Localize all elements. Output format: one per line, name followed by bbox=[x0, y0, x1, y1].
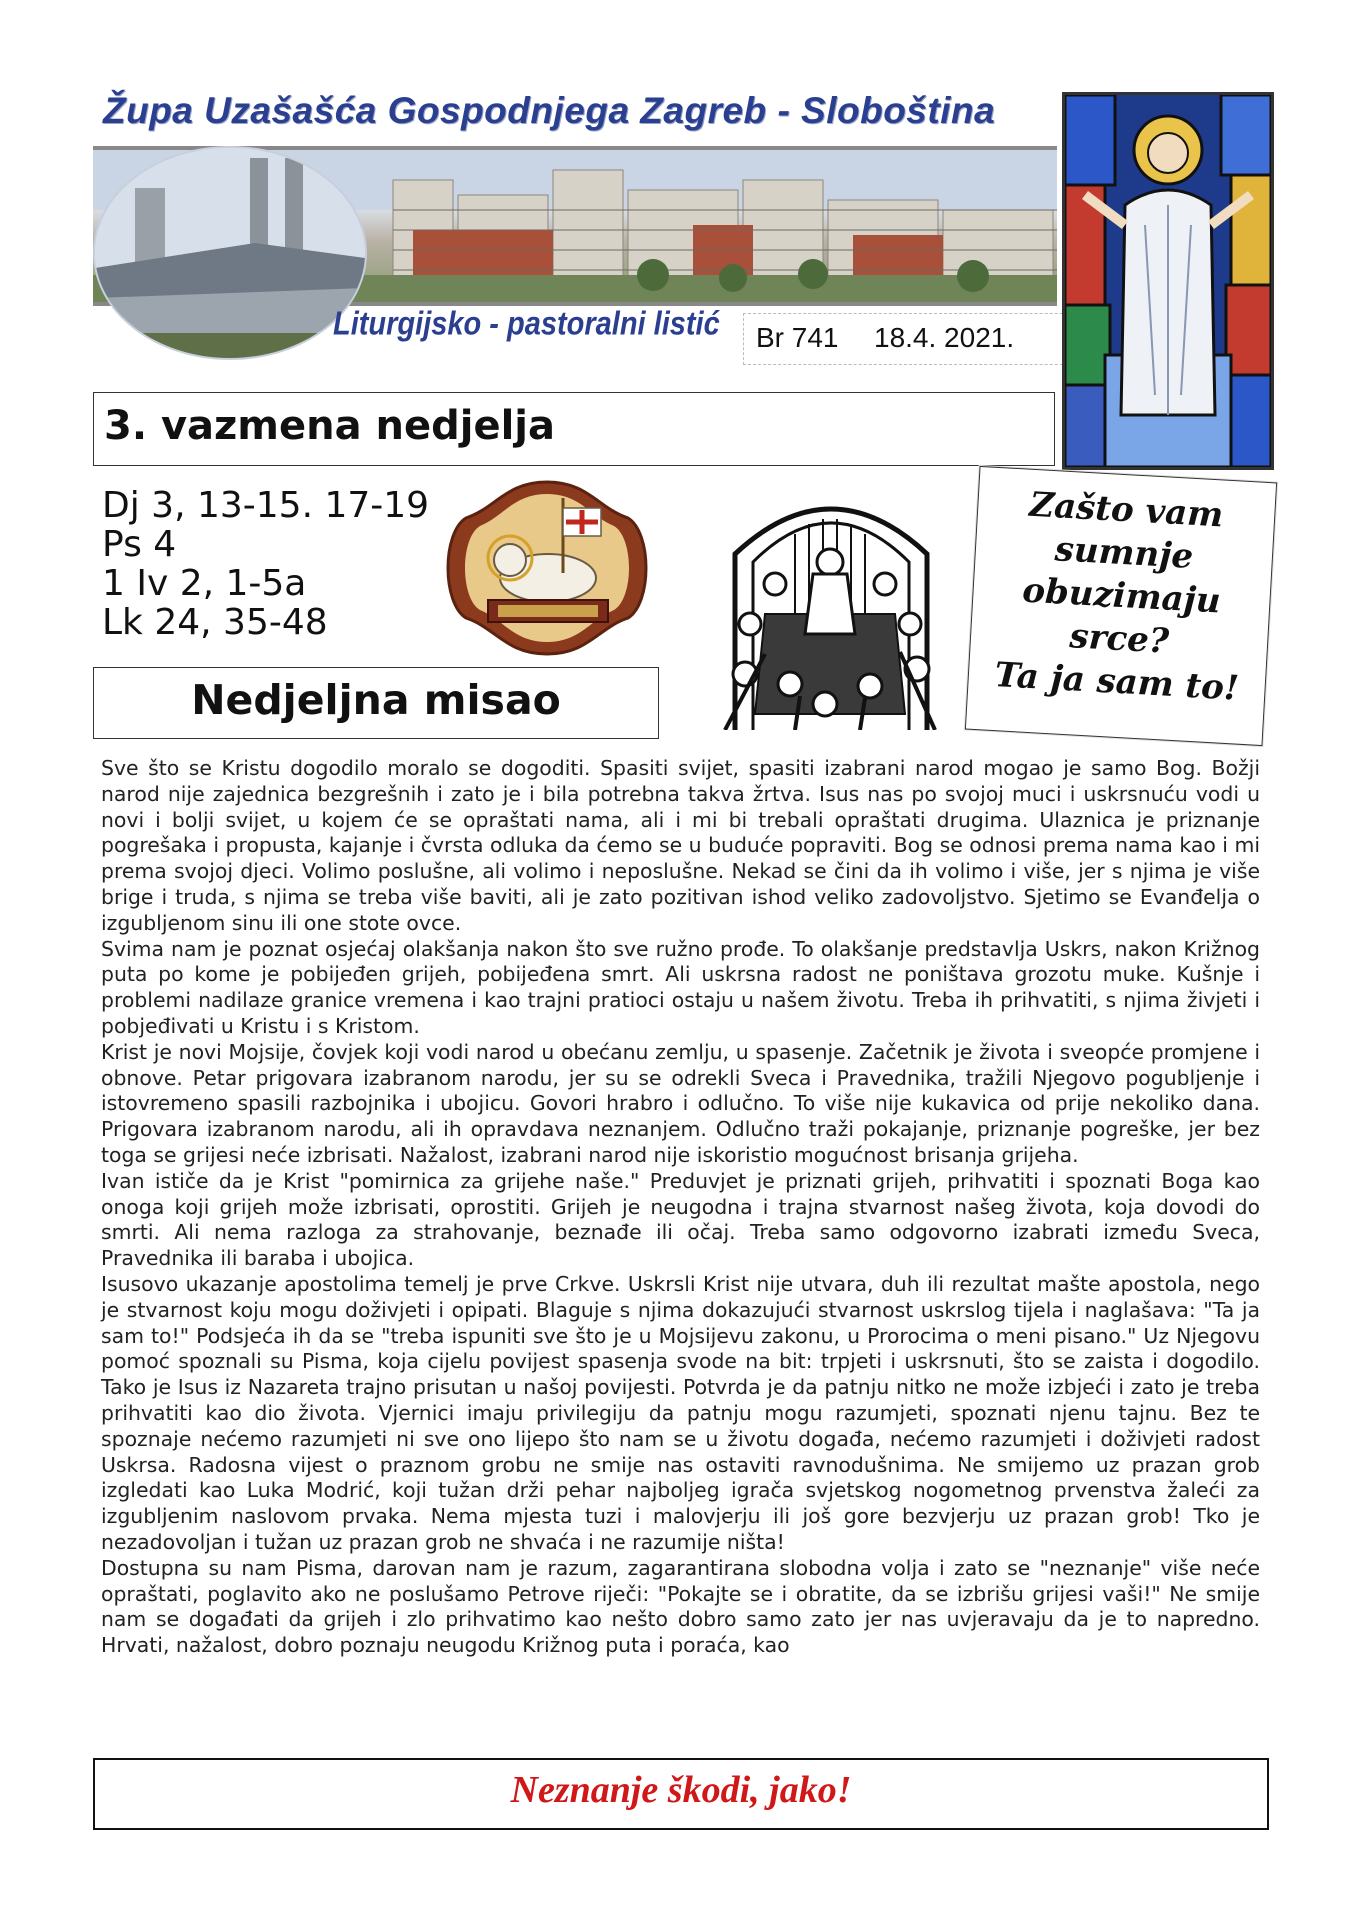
reading-item: Dj 3, 13-15. 17-19 bbox=[102, 485, 430, 526]
scripture-readings bbox=[102, 486, 429, 642]
quote-line: srce? bbox=[1068, 616, 1170, 662]
footer-motto-box bbox=[93, 1758, 1269, 1830]
lamb-of-god-icon bbox=[438, 478, 656, 658]
header-banner bbox=[93, 88, 1057, 356]
paragraph: Krist je novi Mojsije, čovjek koji vodi narod u obećanu zemlju, u spasenje. Začetnik je života i sveopće promjene i obnove. Petar prigovara izabranom narodu, jer su se odrekli Sveca i Pravednika, tražili Njegovo pogubljenje i istovremeno spasili razbojnika i ubojicu. Govori hrabro i odlučno. To više nije kukavica od prije nekoliko dana. Prigovara izabranom narodu, ali ih opravdava neznanjem. Odlučno traži pokajanje, priznanje pogreške, jer bez toga se grijesi neće izbrisati. Nažalost, izabrani narod nije iskoristio mogućnost brisanja grijeha. bbox=[101, 1039, 1260, 1167]
disciples-illustration bbox=[705, 474, 958, 730]
reflection-text bbox=[101, 756, 1260, 1659]
paragraph: Ivan ističe da je Krist "pomirnica za grijehe naše." Preduvjet je priznati grijeh, prihvatiti i spoznati Boga kao onoga koji grijeh može izbrisati, oprostiti. Grijeh je neugodna i trajna stvarnost našeg života, koja dovodi do smrti. Ali nema razloga za strahovanje, beznađe ili očaj. Treba samo odgovorno izabrati između Sveca, Pravednika ili baraba i ubojica. bbox=[101, 1168, 1260, 1271]
footer-motto: Neznanje škodi, jako! bbox=[510, 1769, 852, 1811]
reading-item: 1 Iv 2, 1-5a bbox=[102, 563, 307, 604]
quote-line: sumnje bbox=[1053, 529, 1195, 577]
issue-number: Br 741 bbox=[756, 322, 839, 353]
quote-card bbox=[965, 466, 1277, 746]
bulletin-subtitle: Liturgijsko - pastoralni listić bbox=[333, 305, 720, 343]
sunday-title: 3. vazmena nedjelja bbox=[104, 403, 555, 449]
church-photo bbox=[93, 146, 367, 360]
stained-glass-image bbox=[1062, 92, 1274, 470]
parish-title: Župa Uzašašća Gospodnjega Zagreb - Sloboština bbox=[103, 90, 996, 131]
reading-item: Ps 4 bbox=[102, 524, 177, 565]
paragraph: Isusovo ukazanje apostolima temelj je prve Crkve. Uskrsli Krist nije utvara, duh ili rezultat mašte apostola, nego je stvarnost koju mogu doživjeti i opipati. Blaguje s njima dokazujući stvarnost uskrslog tijela i naglašava: "Ta ja sam to!" Podsjeća ih da se "treba ispuniti sve što je u Mojsijevu zakonu, u Prorocima o meni pisano." Uz Njegovu pomoć spoznali su Pisma, koja cijelu povijest spasenja svode na bit: trpjeti i uskrsnuti, što se zaista i dogodilo. Tako je Isus iz Nazareta trajno prisutan u našoj povijesti. Potvrda je da patnju nitko ne može izbjeći i zato je treba prihvatiti kao dio života. Vjernici imaju privilegiju da patnju mogu razumjeti, spoznati njenu tajnu. Bez te spoznaje nećemo razumjeti ni sve ono lijepo što nam se u životu događa, nećemo razumjeti i doživjeti radost Uskrsa. Radosna vijest o praznom grobu ne smije nas ostaviti ravnodušnima. Ne smijemo uz prazan grob izgledati kao Luka Modrić, koji tužan drži pehar najboljeg igrača svjetskog nogometnog prvenstva žaleći za izgubljenim naslovom prvaka. Nema mjesta tuzi i malovjerju ili još gore bezvjerju uz prazan grob! Tko je nezadovoljan i tužan uz prazan grob ne shvaća i ne razumije ništa! bbox=[101, 1271, 1260, 1554]
reading-item: Lk 24, 35-48 bbox=[102, 602, 328, 643]
quote-line: Zašto vam bbox=[1028, 484, 1225, 536]
section-title: Nedjeljna misao bbox=[191, 676, 561, 724]
paragraph: Svima nam je poznat osjećaj olakšanja nakon što sve ružno prođe. To olakšanje predstavlja Uskrs, nakon Križnog puta po kome je pobijeđen grijeh, pobijeđena smrt. Ali uskrsna radost ne poništava grozotu muke. Kušnje i problemi nadilaze granice vremena i kao trajni pratioci ostaju u našem životu. Treba ih prihvatiti, s njima živjeti i pobjeđivati u Kristu i s Kristom. bbox=[101, 936, 1260, 1038]
paragraph: Dostupna su nam Pisma, darovan nam je razum, zagarantirana slobodna volja i zato se "neznanje" više neće opraštati, poglavito ako ne poslušamo Petrove riječi: "Pokajte se i obratite, da se izbrišu grijesi vaši!" Ne smije nam se događati da grijeh i zlo prihvatimo kao nešto dobro samo zato jer nas uvjeravaju da je to napredno. Hrvati, nažalost, dobro poznaju neugodu Križnog puta i poraća, kao bbox=[101, 1555, 1260, 1658]
gospel-quote bbox=[968, 481, 1276, 712]
paragraph: Sve što se Kristu dogodilo moralo se dogoditi. Spasiti svijet, spasiti izabrani narod mogao je samo Bog. Božji narod nije zajednica bezgrešnih i zato je i bila potrebna takva žrtva. Isus nas po svojoj muci i uskrsnuću vodi u novi i bolji svijet, u kojem će se opraštati nama, ali i mi bi trebali opraštati drugima. Ulaznica je priznanje pogrešaka i propusta, kajanje i čvrsta odluka da ćemo se u buduće popraviti. Bog se odnosi prema nama kao i mi prema svojoj djeci. Volimo poslušne, ali volimo i neposlušne. Nekad se čini da ih volimo i više, jer s njima je više brige i truda, s njima se treba više baviti, ali je zato pozitivan ishod veliko zadovoljstvo. Sjetimo se Evanđelja o izgubljenom sinu ili one stote ovce. bbox=[101, 756, 1260, 935]
quote-line: Ta ja sam to! bbox=[993, 655, 1240, 709]
issue-info bbox=[743, 313, 1113, 365]
sunday-title-box bbox=[93, 392, 1055, 466]
quote-line: obuzimaju bbox=[1021, 570, 1222, 622]
issue-date: 18.4. 2021. bbox=[874, 322, 1015, 353]
section-title-box bbox=[93, 667, 659, 739]
